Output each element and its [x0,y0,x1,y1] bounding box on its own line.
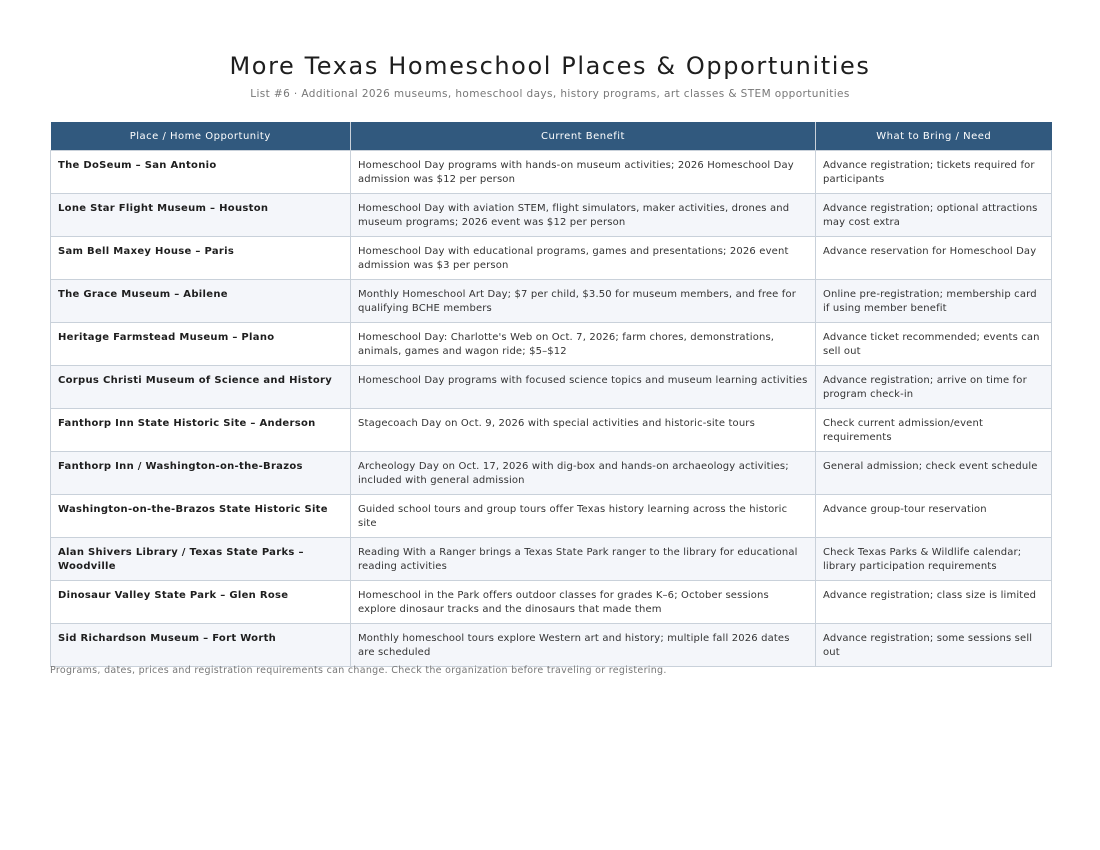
table-header [51,122,1052,151]
need-cell: Advance reservation for Homeschool Day [816,237,1052,280]
benefit-cell: Guided school tours and group tours offer Texas history learning across the historic site [351,495,816,538]
place-cell: Fanthorp Inn / Washington-on-the-Brazos [51,452,351,495]
table-row [51,452,1052,495]
benefit-cell: Archeology Day on Oct. 17, 2026 with dig-box and hands-on archaeology activities; included with general admission [351,452,816,495]
place-cell: Corpus Christi Museum of Science and History [51,366,351,409]
table-row [51,495,1052,538]
benefit-cell: Homeschool Day: Charlotte's Web on Oct. 7, 2026; farm chores, demonstrations, animals, games and wagon ride; $5–$12 [351,323,816,366]
table-row [51,323,1052,366]
table-row [51,237,1052,280]
table-row [51,581,1052,624]
column-header-place: Place / Home Opportunity [51,122,351,151]
place-cell: Sid Richardson Museum – Fort Worth [51,624,351,667]
place-cell: The DoSeum – San Antonio [51,151,351,194]
column-header-need: What to Bring / Need [816,122,1052,151]
benefit-cell: Homeschool Day programs with hands-on museum activities; 2026 Homeschool Day admission was $12 per person [351,151,816,194]
need-cell: Advance ticket recommended; events can sell out [816,323,1052,366]
place-cell: Lone Star Flight Museum – Houston [51,194,351,237]
footnote: Programs, dates, prices and registration requirements can change. Check the organization before traveling or registering. [50,665,667,676]
benefit-cell: Monthly Homeschool Art Day; $7 per child, $3.50 for museum members, and free for qualifying BCHE members [351,280,816,323]
need-cell: Advance registration; optional attractions may cost extra [816,194,1052,237]
benefit-cell: Monthly homeschool tours explore Western art and history; multiple fall 2026 dates are scheduled [351,624,816,667]
page-title: More Texas Homeschool Places & Opportunities [229,52,871,80]
benefit-cell: Homeschool Day programs with focused science topics and museum learning activities [351,366,816,409]
table-row [51,151,1052,194]
table-row [51,194,1052,237]
benefit-cell: Homeschool Day with educational programs, games and presentations; 2026 event admission was $3 per person [351,237,816,280]
benefit-cell: Homeschool Day with aviation STEM, flight simulators, maker activities, drones and museum programs; 2026 event was $12 per person [351,194,816,237]
table-body [51,151,1052,667]
table-row [51,409,1052,452]
place-cell: Alan Shivers Library / Texas State Parks – Woodville [51,538,351,581]
place-cell: The Grace Museum – Abilene [51,280,351,323]
place-cell: Washington-on-the-Brazos State Historic Site [51,495,351,538]
need-cell: Advance registration; some sessions sell out [816,624,1052,667]
page-subtitle: List #6 · Additional 2026 museums, homeschool days, history programs, art classes & STEM opportunities [250,88,850,100]
table-row [51,366,1052,409]
need-cell: Check Texas Parks & Wildlife calendar; library participation requirements [816,538,1052,581]
benefit-cell: Homeschool in the Park offers outdoor classes for grades K–6; October sessions explore dinosaur tracks and the dinosaurs that made them [351,581,816,624]
place-cell: Dinosaur Valley State Park – Glen Rose [51,581,351,624]
opportunities-table-wrap [50,122,1051,667]
need-cell: Advance group-tour reservation [816,495,1052,538]
table-row [51,280,1052,323]
table-row [51,538,1052,581]
benefit-cell: Stagecoach Day on Oct. 9, 2026 with special activities and historic-site tours [351,409,816,452]
column-header-benefit: Current Benefit [351,122,816,151]
need-cell: Advance registration; arrive on time for program check-in [816,366,1052,409]
benefit-cell: Reading With a Ranger brings a Texas State Park ranger to the library for educational reading activities [351,538,816,581]
header-row [51,122,1052,151]
need-cell: Online pre-registration; membership card if using member benefit [816,280,1052,323]
table-row [51,624,1052,667]
place-cell: Sam Bell Maxey House – Paris [51,237,351,280]
opportunities-table [50,122,1052,667]
place-cell: Fanthorp Inn State Historic Site – Anderson [51,409,351,452]
need-cell: General admission; check event schedule [816,452,1052,495]
need-cell: Advance registration; tickets required for participants [816,151,1052,194]
need-cell: Check current admission/event requirements [816,409,1052,452]
need-cell: Advance registration; class size is limited [816,581,1052,624]
place-cell: Heritage Farmstead Museum – Plano [51,323,351,366]
